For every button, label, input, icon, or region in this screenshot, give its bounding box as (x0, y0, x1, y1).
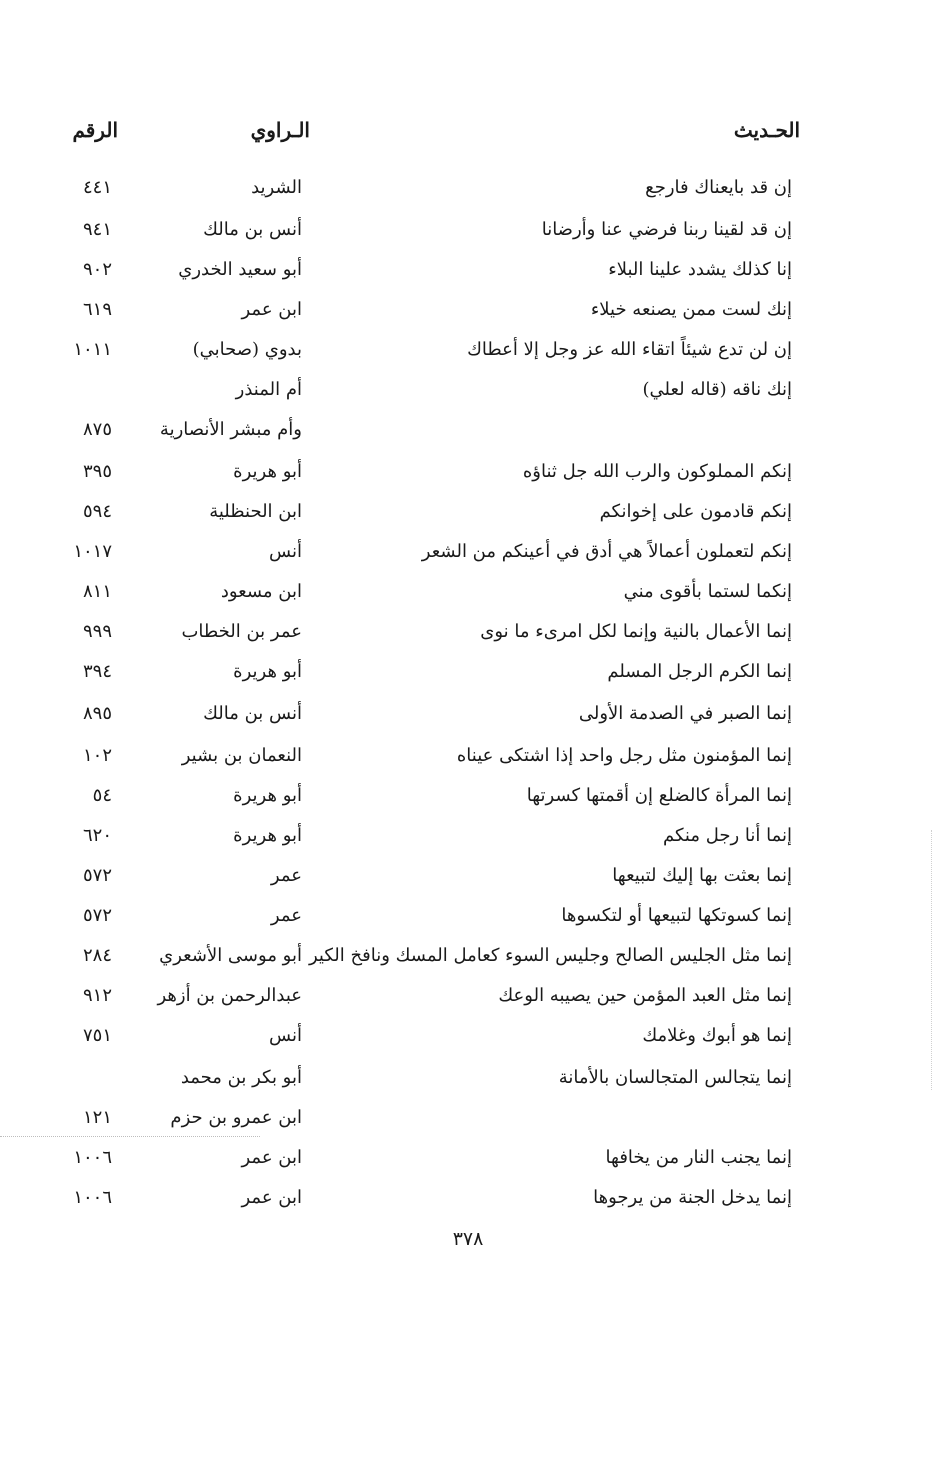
hadith-number: ٢٨٤ (82, 945, 112, 966)
scan-artifact-edge (931, 830, 932, 1090)
narrator-name: ابن مسعود (220, 581, 302, 602)
hadith-number: ١٠٠٦ (73, 1147, 112, 1168)
hadith-number: ٤٤١ (82, 177, 112, 198)
narrator-name: ابن عمر (241, 1147, 302, 1168)
table-row (0, 776, 936, 816)
narrator-name: أبو هريرة (233, 661, 302, 682)
narrator-name: ابن الحنظلية (209, 501, 302, 522)
hadith-text: إنما يدخل الجنة من يرجوها (593, 1187, 792, 1208)
hadith-number: ١٠٠٦ (73, 1187, 112, 1208)
table-row (0, 1098, 936, 1138)
hadith-text: إنما كسوتكها لتبيعها أو لتكسوها (561, 905, 792, 926)
hadith-text: إن لن تدع شيئاً اتقاء الله عز وجل إلا أعطاك (467, 339, 792, 360)
narrator-name: أنس (269, 541, 302, 562)
hadith-text: إنما المؤمنون مثل رجل واحد إذا اشتكى عيناه (456, 745, 792, 766)
header-number: الرقم (72, 118, 118, 142)
table-row (0, 572, 936, 612)
hadith-text: إنما يجنب النار من يخافها (605, 1147, 792, 1168)
hadith-number: ٥٧٢ (82, 865, 112, 886)
hadith-text: إنما المرأة كالضلع إن أقمتها كسرتها (526, 785, 792, 806)
hadith-number: ٣٩٤ (82, 661, 112, 682)
hadith-text: إنك لست ممن يصنعه خيلاء (590, 299, 792, 320)
narrator-name: أبو سعيد الخدري (178, 259, 302, 280)
narrator-name: أبو هريرة (233, 785, 302, 806)
table-row (0, 816, 936, 856)
hadith-number: ٦٢٠ (82, 825, 112, 846)
hadith-text: إنما بعثت بها إليك لتبيعها (612, 865, 792, 886)
table-row (0, 290, 936, 330)
narrator-name: وأم مبشر الأنصارية (159, 419, 302, 440)
table-row (0, 1058, 936, 1098)
table-row (0, 1138, 936, 1178)
table-row (0, 410, 936, 450)
hadith-text: إنما مثل الجليس الصالح وجليس السوء كعامل المسك ونافخ الكير (308, 945, 792, 966)
page-number: ٣٧٨ (452, 1228, 484, 1250)
hadith-number: ١٠٢ (82, 745, 112, 766)
hadith-number: ١٢١ (82, 1107, 112, 1128)
narrator-name: ابن عمرو بن حزم (170, 1107, 302, 1128)
narrator-name: أبو هريرة (233, 461, 302, 482)
table-row (0, 896, 936, 936)
table-row (0, 250, 936, 290)
hadith-number: ٥٧٢ (82, 905, 112, 926)
hadith-text: إن قد لقينا ربنا فرضي عنا وأرضانا (541, 219, 792, 240)
table-row (0, 936, 936, 976)
table-row (0, 1178, 936, 1218)
hadith-number: ٨١١ (82, 581, 112, 602)
narrator-name: أبو هريرة (233, 825, 302, 846)
narrator-name: ابن عمر (241, 299, 302, 320)
hadith-text: إنما الصبر في الصدمة الأولى (578, 703, 792, 724)
narrator-name: بدوي (صحابي) (192, 339, 302, 360)
scan-artifact-line (0, 1136, 260, 1137)
table-row (0, 168, 936, 208)
table-row (0, 736, 936, 776)
table-row (0, 370, 936, 410)
narrator-name: عمر (270, 865, 302, 886)
narrator-name: عمر (270, 905, 302, 926)
table-row (0, 976, 936, 1016)
hadith-number: ٩٠٢ (82, 259, 112, 280)
table-header (0, 110, 936, 150)
hadith-number: ٨٧٥ (82, 419, 112, 440)
table-row (0, 452, 936, 492)
hadith-number: ٩٤١ (82, 219, 112, 240)
hadith-number: ١٠١١ (73, 339, 112, 360)
hadith-text: إنكم قادمون على إخوانكم (599, 501, 792, 522)
table-row (0, 694, 936, 734)
hadith-text: إنما أنا رجل منكم (662, 825, 792, 846)
narrator-name: النعمان بن بشير (181, 745, 302, 766)
hadith-number: ١٠١٧ (73, 541, 112, 562)
narrator-name: عمر بن الخطاب (181, 621, 302, 642)
narrator-name: أنس (269, 1025, 302, 1046)
hadith-text: إنكما لستما بأقوى مني (623, 581, 792, 602)
hadith-number: ٩٩٩ (82, 621, 112, 642)
table-row (0, 210, 936, 250)
table-row (0, 492, 936, 532)
table-row (0, 612, 936, 652)
narrator-name: أبو بكر بن محمد (180, 1067, 302, 1088)
narrator-name: ابن عمر (241, 1187, 302, 1208)
hadith-number: ٥٩٤ (82, 501, 112, 522)
hadith-number: ٧٥١ (82, 1025, 112, 1046)
hadith-text: إنما الكرم الرجل المسلم (607, 661, 792, 682)
hadith-number: ٩١٢ (82, 985, 112, 1006)
hadith-text: إنك ناقه (قاله لعلي) (642, 379, 792, 400)
narrator-name: أنس بن مالك (203, 703, 302, 724)
table-row (0, 652, 936, 692)
narrator-name: أنس بن مالك (203, 219, 302, 240)
narrator-name: الشريد (251, 177, 302, 198)
header-hadith: الحـديث (733, 118, 800, 142)
narrator-name: عبدالرحمن بن أزهر (157, 985, 302, 1006)
table-row (0, 330, 936, 370)
hadith-text: إنما مثل العبد المؤمن حين يصيبه الوعك (498, 985, 792, 1006)
hadith-text: إنما هو أبوك وغلامك (642, 1025, 792, 1046)
hadith-number: ٦١٩ (82, 299, 112, 320)
narrator-name: أبو موسى الأشعري (159, 945, 302, 966)
hadith-text: إنا كذلك يشدد علينا البلاء (608, 259, 792, 280)
hadith-number: ٨٩٥ (82, 703, 112, 724)
narrator-name: أم المنذر (235, 379, 302, 400)
hadith-text: إنما الأعمال بالنية وإنما لكل امرىء ما نوى (480, 621, 792, 642)
hadith-text: إنكم المملوكون والرب الله جل ثناؤه (522, 461, 792, 482)
hadith-text: إنكم لتعملون أعمالاً هي أدق في أعينكم من الشعر (421, 541, 792, 562)
hadith-number: ٣٩٥ (82, 461, 112, 482)
hadith-text: إن قد بايعناك فارجع (645, 177, 792, 198)
hadith-text: إنما يتجالس المتجالسان بالأمانة (558, 1067, 792, 1088)
table-row (0, 856, 936, 896)
hadith-number: ٥٤ (92, 785, 112, 806)
table-row (0, 532, 936, 572)
table-row (0, 1016, 936, 1056)
header-narrator: الـراوي (250, 118, 310, 142)
